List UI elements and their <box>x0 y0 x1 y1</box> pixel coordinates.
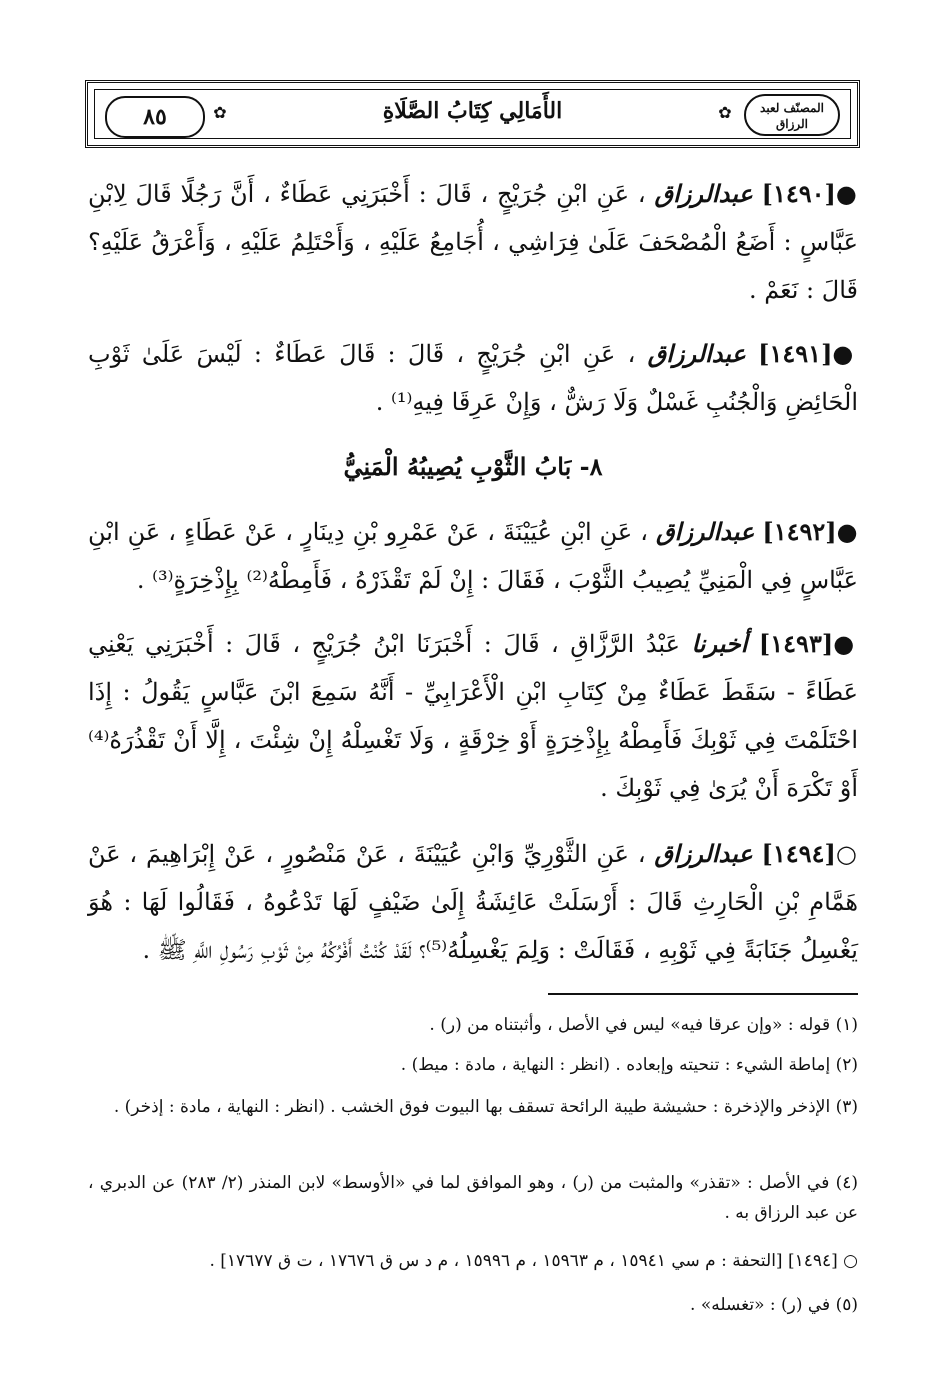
hadith-marker: ● <box>835 179 858 208</box>
narrator-name: عبدالرزاق <box>654 839 753 868</box>
footnote-1: (١) قوله : «وإن عرقا فيه» ليس في الأصل ، وأثبتناه من (ر) . <box>429 1015 858 1035</box>
hadith-text: ، عَنِ ابْنِ عُيَيْنَةَ ، عَنْ عَمْرِو بْنِ دِينَارٍ ، عَنْ عَطَاءٍ ، عَنِ ابْنِ عَبَّاسٍ فِي الْمَنِيِّ يُصِيبُ الثَّوْبَ ، فَقَالَ : إِنْ لَمْ تَقْذَرْهُ ، فَأَمِطْهُ⁽²⁾ بِإِذْخِرَةٍ⁽³⁾ . <box>88 518 858 594</box>
takhrij-note: ○ [١٤٩٤] [التحفة : م سي ١٥٩٤١ ، م ١٥٩٦٣ ، م ١٥٩٩٦ ، م د س ق ١٧٦٧٦ ، ت ق ١٧٦٧٧] . <box>209 1251 858 1271</box>
narrator-name: أخبرنا <box>691 629 748 658</box>
chapter-heading: ٨- بَابُ الثَّوْبِ يُصِيبُهُ الْمَنِيُّ <box>343 452 603 481</box>
footnote-5: (٥) في (ر) : «تغسله» . <box>690 1295 858 1315</box>
narrator-name: عبدالرزاق <box>647 339 746 368</box>
hadith-marker: ○ <box>835 839 858 868</box>
hadith-number: [١٤٩١] <box>758 339 833 368</box>
footnote-separator <box>548 993 858 995</box>
footnote-3: (٣) الإذخر والإذخرة : حشيشة طيبة الرائحة تسقف بها البيوت فوق الخشب . (انظر : النهاية ، مادة : إذخر) . <box>113 1097 858 1117</box>
header-frame <box>94 89 851 139</box>
hadith-text: ، عَنِ ابْنِ جُرَيْجٍ ، قَالَ : قَالَ عَطَاءٌ : لَيْسَ عَلَىٰ ثَوْبِ الْحَائِضِ وَالْجُنُبِ غَسْلٌ وَلَا رَشٌّ ، وَإِنْ عَرِقَا فِيهِ⁽¹⁾ . <box>88 340 858 416</box>
hadith-marker: ● <box>833 629 858 658</box>
hadith-marker: ● <box>832 339 858 368</box>
book-logo: المصنّف لعبد الرزاق <box>744 94 840 136</box>
hadith-text: عَبْدُ الرَّزَّاقِ ، قَالَ : أَخْبَرَنَا ابْنُ جُرَيْجٍ ، قَالَ : أَخْبَرَنِي يَعْنِي عَطَاءً - سَقَطَ عَطَاءٌ مِنْ كِتَابِ ابْنِ الْأَعْرَابِيِّ - أَنَّهُ سَمِعَ ابْنَ عَبَّاسٍ يَقُولُ : إِذَا احْتَلَمْتَ فِي ثَوْبِكَ فَأَمِطْهُ بِإِذْخِرَةٍ أَوْ خِرْقَةٍ ، وَلَا تَغْسِلْهُ إِنْ شِئْتَ ، إِلَّا أَنْ تَقْذُرَهُ⁽⁴⁾ أَوْ تَكْرَهَ أَنْ يُرَىٰ فِي ثَوْبِكَ . <box>88 630 858 802</box>
ornament-icon: ✿ <box>718 103 732 122</box>
hadith-number: [١٤٩٤] <box>761 839 836 868</box>
hadith-1494 <box>88 830 858 974</box>
hadith-1492 <box>88 508 858 604</box>
hadith-marker: ● <box>836 517 858 546</box>
narrator-name: عبدالرزاق <box>656 517 755 546</box>
hadith-text: ، عَنِ ابْنِ جُرَيْجٍ ، قَالَ : أَخْبَرَنِي عَطَاءٌ ، أَنَّ رَجُلًا قَالَ لِابْنِ عَبَّاسٍ : أَضَعُ الْمُصْحَفَ عَلَىٰ فِرَاشِي ، أُجَامِعُ عَلَيْهِ ، وَأَحْتَلِمُ عَلَيْهِ ، وَأَعْرَقُ عَلَيْهِ؟ قَالَ : نَعَمْ . <box>88 180 858 304</box>
hadith-1493 <box>88 620 858 812</box>
hadith-number: [١٤٩٢] <box>762 517 837 546</box>
narrator-name: عبدالرزاق <box>654 179 753 208</box>
hadith-1491 <box>88 330 858 426</box>
page-header <box>85 80 860 148</box>
hadith-text: ، عَنِ الثَّوْرِيِّ وَابْنِ عُيَيْنَةَ ، عَنْ مَنْصُورٍ ، عَنْ إِبْرَاهِيمَ ، عَنْ هَمَّامِ بْنِ الْحَارِثِ قَالَ : أَرْسَلَتْ عَائِشَةُ إِلَىٰ ضَيْفٍ لَهَا تَدْعُوهُ ، فَقَالُوا لَهَا : هُوَ يَغْسِلُ جَنَابَةً فِي ثَوْبِهِ ، فَقَالَتْ : وَلِمَ يَغْسِلُهُ⁽⁵⁾؟ لَقَدْ كُنْتُ أَفْرُكُهُ مِنْ ثَوْبِ رَسُولِ اللَّهِ ﷺ . <box>88 840 858 964</box>
hadith-number: [١٤٩٠] <box>761 179 836 208</box>
ornament-icon: ✿ <box>213 103 227 122</box>
running-title: الأَمَالِي كِتَابُ الصَّلَاةِ <box>382 98 563 124</box>
page-number: ٨٥ <box>105 96 205 138</box>
hadith-1490 <box>88 170 858 314</box>
footnote-4: (٤) في الأصل : «تقذر» والمثبت من (ر) ، وهو الموافق لما في «الأوسط» لابن المنذر (٢/ ٢٨٣) عن الدبري ، عن عبد الرزاق به . <box>88 1173 858 1223</box>
hadith-number: [١٤٩٣] <box>758 629 834 658</box>
footnote-2: (٢) إماطة الشيء : تنحيته وإبعاده . (انظر : النهاية ، مادة : ميط) . <box>400 1055 858 1075</box>
